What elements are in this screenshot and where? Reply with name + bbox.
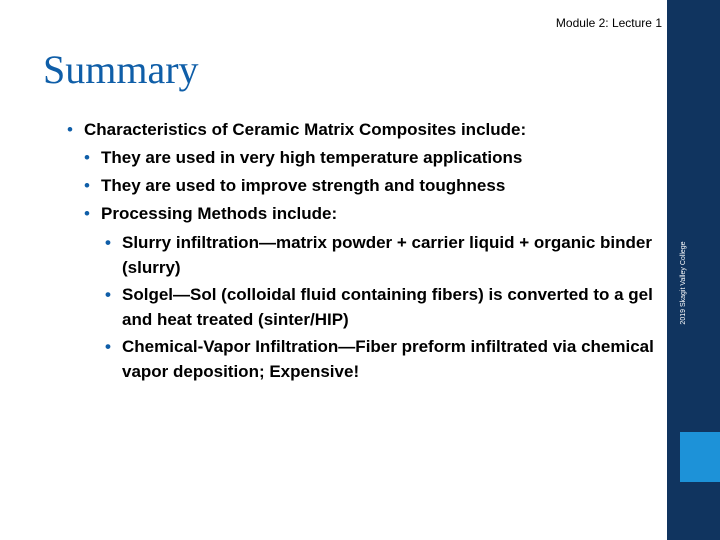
bullet-icon: • [84, 204, 90, 223]
module-label: Module 2: Lecture 1 [555, 16, 662, 30]
bullet-item-strength [60, 172, 660, 200]
bullet-text: Processing Methods include: [101, 204, 338, 223]
bullet-item-temperature [60, 144, 660, 172]
bullet-text: Chemical-Vapor Infiltration—Fiber preform infiltrated via chemical vapor deposition; Expensive! [122, 337, 654, 381]
bullet-text: They are used to improve strength and toughness [101, 176, 506, 195]
slide-title: Summary [43, 47, 199, 92]
bullet-item-slurry [60, 228, 660, 280]
bullet-text: They are used in very high temperature applications [101, 148, 523, 167]
bullet-item-characteristics [60, 116, 660, 144]
bullet-icon: • [84, 176, 90, 195]
copyright-label: 2019 Skagit Valley College [680, 241, 687, 325]
bullet-icon: • [105, 337, 111, 356]
bullet-icon: • [84, 148, 90, 167]
bullet-item-solgel [60, 280, 660, 332]
bullet-text: Slurry infiltration—matrix powder + carrier liquid + organic binder (slurry) [122, 233, 652, 277]
bullet-icon: • [105, 233, 111, 252]
bullet-item-processing [60, 200, 660, 228]
bullet-item-cvi [60, 332, 660, 384]
side-accent-block [680, 432, 720, 482]
bullet-text: Characteristics of Ceramic Matrix Composites include: [84, 120, 527, 139]
bullet-icon: • [67, 120, 73, 139]
bullet-list [60, 116, 660, 384]
bullet-text: Solgel—Sol (colloidal fluid containing fibers) is converted to a gel and heat treated (sinter/HIP) [122, 285, 653, 329]
bullet-icon: • [105, 285, 111, 304]
